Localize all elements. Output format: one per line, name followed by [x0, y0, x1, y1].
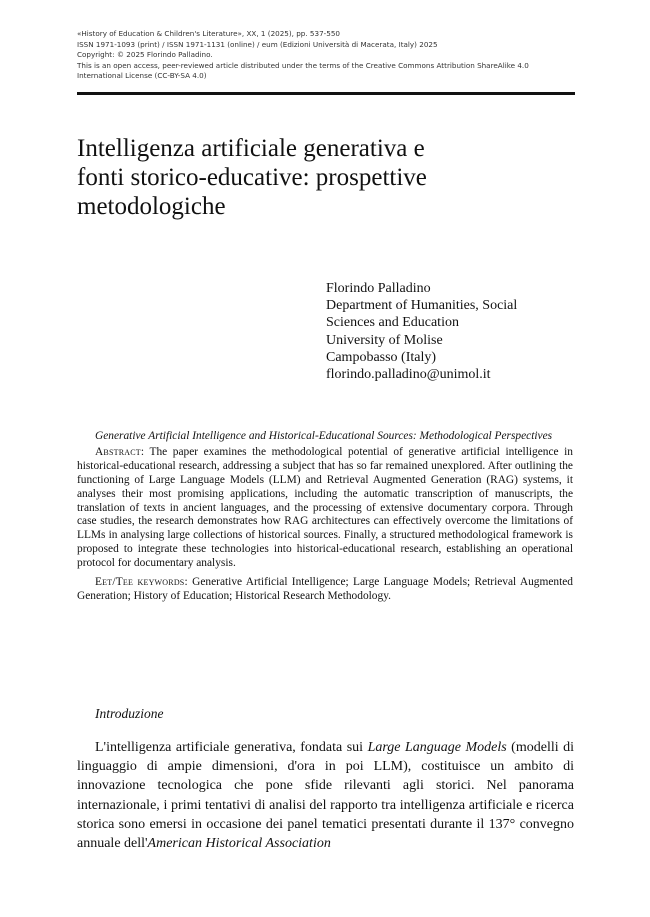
- title-line-1: Intelligenza artificiale generativa e: [77, 135, 425, 162]
- author-name: Florindo Palladino: [326, 281, 431, 296]
- header-rule: [77, 92, 575, 95]
- abstract-block: [77, 430, 573, 604]
- abstract-label: Abstract:: [95, 445, 145, 458]
- article-title: [77, 134, 577, 221]
- abstract-text: The paper examines the methodological potential of generative artificial intelligence in historical-educational research, addressing a subject that has so far remained unexplored. After outlining the functioning of Large Language Models (LLM) and Retrieval Augmented Generation (RAG) systems, it analyses their most promising applications, including the automatic transcription of manuscripts, the translation of texts in ancient languages, and the processing of extensive documentary corpora. Through case studies, the research demonstrates how RAG architectures can effectively overcome the limitations of LLMs in analysing large collections of historical sources. Finally, a structured methodological framework is proposed to integrate these technologies into historical-educational research, establishing an operational protocol for documentary analysis.: [77, 445, 573, 570]
- keywords-text: Generative Artificial Intelligence; Large Language Models; Retrieval Augmented Generation; History of Education; Historical Research Methodology.: [77, 576, 574, 602]
- author-block: [326, 280, 586, 383]
- author-department-2: Sciences and Education: [326, 315, 459, 331]
- title-line-2: fonti storico-educative: prospettive: [77, 164, 427, 191]
- license-line-1: This is an open access, peer-reviewed article distributed under the terms of the Creative Commons Attribution ShareAlike 4.0: [77, 60, 529, 70]
- copyright-line: Copyright: © 2025 Florindo Palladino.: [77, 50, 213, 60]
- journal-header: [77, 29, 577, 82]
- author-university: University of Molise: [326, 332, 443, 348]
- keywords-paragraph: [77, 576, 573, 604]
- issn-line: ISSN 1971-1093 (print) / ISSN 1971-1131 (online) / eum (Edizioni Università di Macerata, Italy) 2025: [77, 39, 438, 49]
- body-paragraph: [77, 738, 574, 853]
- body-italic-1: Large Language Models: [367, 740, 507, 755]
- title-line-3: metodologiche: [77, 193, 226, 220]
- body-italic-2: American Historical Association: [147, 836, 331, 852]
- body-text-2: (modelli di linguaggio di ampie dimensioni, d'ora in poi LLM), costituisce un ambito di innovazione tecnologica che pone sfide rilevanti agli storici. Nel panorama internazionale, i primi tentativi di analisi del rapporto tra intelligenza artificiale e ricerca storica sono emersi in occasione dei panel tematici presentati durante il 137° convegno annuale dell': [77, 740, 574, 852]
- english-title: Generative Artificial Intelligence and Historical-Educational Sources: Methodological Perspectives: [95, 430, 553, 442]
- abstract-paragraph: [77, 446, 573, 571]
- journal-citation: «History of Education & Children's Literature», XX, 1 (2025), pp. 537-550: [77, 29, 340, 38]
- license-line-2: International License (CC-BY-SA 4.0): [77, 71, 207, 81]
- author-city: Campobasso (Italy): [326, 349, 437, 365]
- keywords-label: Eet/Tee keywords:: [95, 576, 188, 589]
- section-heading: Introduzione: [95, 706, 164, 721]
- author-email[interactable]: florindo.palladino@unimol.it: [326, 367, 491, 383]
- body-text-1: L'intelligenza artificiale generativa, fondata sui: [95, 740, 368, 755]
- author-department-1: Department of Humanities, Social: [326, 298, 518, 314]
